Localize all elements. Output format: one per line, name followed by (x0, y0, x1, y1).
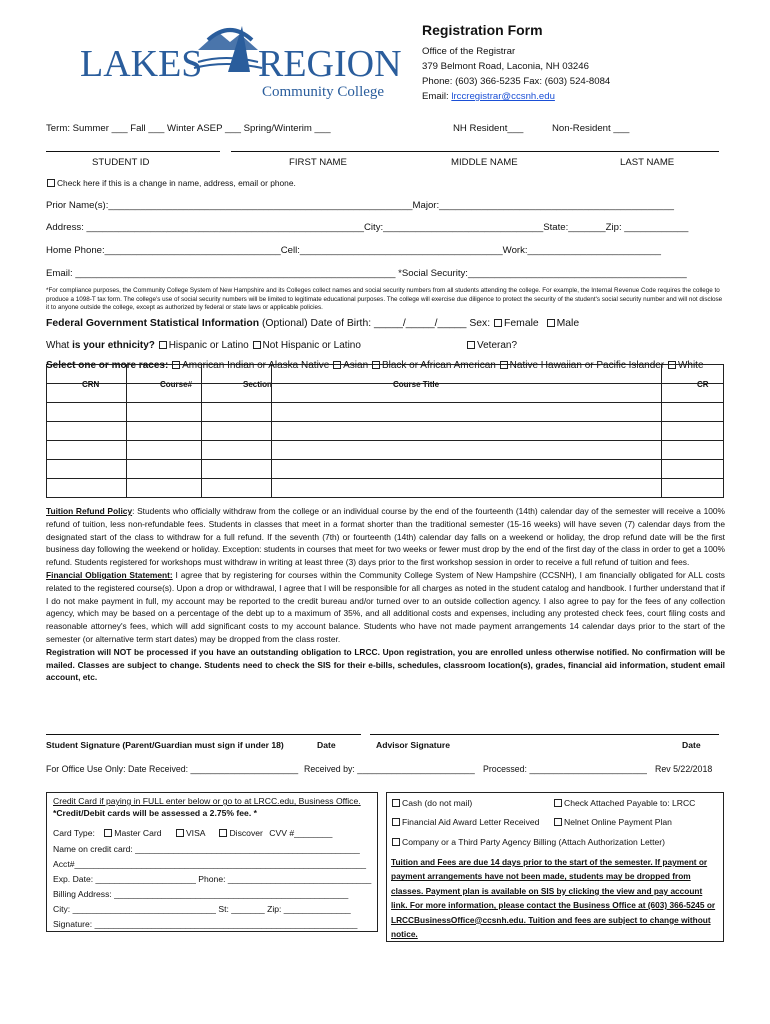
city-state-zip-field[interactable]: City: ______________________________ St: _______ Zip: ______________ (53, 904, 351, 914)
cc-fee-notice: *Credit/Debit cards will be assessed a 2.75% fee. * (53, 808, 257, 818)
student-signature-label: Student Signature (Parent/Guardian must sign if under 18) (46, 740, 284, 750)
course-table (46, 364, 724, 498)
label-middle-name: MIDDLE NAME (451, 157, 518, 168)
header-section: Section (243, 380, 272, 389)
aid-row (391, 817, 539, 827)
received-by: Received by: ________________________ (304, 764, 475, 774)
form-title: Registration Form (422, 22, 543, 38)
header-course-title: Course Title (393, 380, 440, 389)
table-row (47, 422, 724, 441)
label-student-id: STUDENT ID (92, 157, 150, 168)
visa-label: VISA (185, 828, 206, 838)
office-name: Office of the Registrar (422, 46, 516, 57)
mastercard-label: Master Card (114, 828, 162, 838)
race1-label: American Indian or Alaska Native (182, 360, 330, 371)
email-label: Email: (422, 91, 449, 102)
account-number-field[interactable]: Acct#_____________________________________________________________ (53, 859, 367, 869)
third-party-label: Company or a Third Party Agency Billing (Attach Authorization Letter) (402, 837, 666, 847)
logo-word-lakes: LAKES (80, 43, 203, 85)
prior-name-row[interactable]: Prior Name(s):_________________________________________________________Major:____________________________________________ (46, 200, 674, 211)
third-party-checkbox[interactable] (392, 838, 400, 846)
check-checkbox[interactable] (554, 799, 562, 807)
registrar-email-link[interactable]: lrccregistrar@ccsnh.edu (451, 91, 555, 102)
signature-labels (46, 740, 724, 750)
email-row[interactable]: Email: ____________________________________________________________ *Social Security:_________________________________________ (46, 268, 687, 279)
office-phone: Phone: (603) 366-5235 Fax: (603) 524-8084 (422, 76, 611, 87)
non-resident[interactable]: Non-Resident ___ (552, 123, 630, 134)
race-label: Select one or more races: (46, 360, 169, 371)
logo-word-region: REGION (258, 43, 402, 85)
aid-checkbox[interactable] (392, 818, 400, 826)
obligation-label: Financial Obligation Statement: (46, 569, 173, 580)
advisor-date-label: Date (682, 740, 701, 750)
female-checkbox[interactable] (494, 319, 502, 327)
table-row (47, 460, 724, 479)
cvv-field[interactable]: CVV #________ (269, 828, 333, 838)
race4-label: Native Hawaiian or Pacific Islander (509, 360, 665, 371)
processed: Processed: ________________________ (483, 764, 647, 774)
revision: Rev 5/22/2018 (655, 764, 713, 774)
table-row (47, 365, 724, 384)
male-checkbox[interactable] (547, 319, 555, 327)
hispanic-checkbox[interactable] (159, 341, 167, 349)
federal-optional: (Optional) (261, 318, 308, 329)
table-row (47, 441, 724, 460)
table-row (47, 479, 724, 498)
billing-address-field[interactable]: Billing Address: _________________________________________________ (53, 889, 349, 899)
ethnicity-label-a: What (46, 340, 73, 351)
cash-row (391, 798, 472, 808)
change-checkbox[interactable] (47, 179, 55, 187)
change-row (46, 178, 724, 188)
race2-label: Asian (343, 360, 369, 371)
cash-checkbox[interactable] (392, 799, 400, 807)
cash-label: Cash (do not mail) (402, 798, 473, 808)
refund-label: Tuition Refund Policy (46, 506, 133, 516)
ethnicity-label-b: is your ethnicity? (72, 340, 155, 351)
header-crn: CRN (82, 380, 100, 389)
federal-title: Federal Government Statistical Information (46, 318, 260, 329)
change-text: Check here if this is a change in name, address, email or phone. (57, 178, 296, 188)
cc-signature-field[interactable]: Signature: _______________________________________________________ (53, 919, 358, 929)
name-line[interactable] (231, 151, 719, 152)
refund-policy (46, 505, 725, 684)
date-received: For Office Use Only: Date Received: ______________________ (46, 764, 299, 774)
not-hispanic-label: Not Hispanic or Latino (262, 340, 361, 351)
nh-resident[interactable]: NH Resident___ (453, 123, 524, 134)
logo-subtitle: Community College (262, 84, 385, 100)
advisor-signature-label: Advisor Signature (376, 740, 451, 750)
race3-label: Black or African American (381, 360, 496, 371)
term-row (46, 123, 724, 134)
cc-heading: Credit Card if paying in FULL enter below or go to at LRCC.edu, Business Office. (53, 796, 361, 806)
veteran-checkbox[interactable] (467, 341, 475, 349)
aid-label: Financial Aid Award Letter Received (402, 817, 540, 827)
hispanic-label: Hispanic or Latino (168, 340, 249, 351)
obligation-text: I agree that by registering for courses within the Community College System of New Hampshire (CCSNH), I am financially obligated for ALL costs related to the registered course(s). Upon a drop or withdrawal, I agree that I will be responsible for all charges as noted in the student catalog and handbook. I further understand that if I do not make payment in full, my account may be reported to the credit bureau and/or turned over to an outside collection agency. I also agree to pay for the fees of any collection agency, which may be based on a percentage of the debt up to a maximum of 35%, and all additional costs and expenses, including any protested check fees, court filing costs and reasonable attorney's fees, which will add significant costs to my account balance. Students who have not made payment arrangements 14 calendar days prior to the start of the semester (or alternative term start dates) may be dropped from the class roster. (46, 569, 725, 644)
due-text: Tuition and Fees are due 14 days prior to the start of the semester. If payment or payment arrangements have not been made, students may be dropped from classes. Payment plan is available on SIS by clicking the view and pay account link. For more information, please contact the Business Office at (603) 366-5245 or (391, 857, 716, 911)
not-hispanic-checkbox[interactable] (253, 341, 261, 349)
federal-row (46, 318, 724, 329)
phone-row[interactable]: Home Phone:_________________________________Cell:______________________________________Work:_________________________ (46, 245, 661, 256)
race5-label: White (677, 360, 704, 371)
discover-checkbox[interactable] (219, 829, 227, 837)
card-type-row (53, 828, 332, 838)
refund-text: : Students who officially withdraw from the college or an individual course by the end of the fourteenth (14th) calendar day of the semester will receive a 100% refund of tuition, less non-refundable fees. Students in classes that meet in a format shorter than the traditional semester (15-16 weeks) will have seven (7) calendar days from the designated start of the class to withdraw for a full refund. If the seventh (7th) or fourteenth (14th) calendar day falls on a weekend or holiday, the drop refund date will be the first business day following the weekend or holiday. Exception: students in courses that meet for two weeks or fewer must drop by the end of the first day of the class in order to get a 100% refund. Students registered for workshops must withdraw in writing at least three (3) days prior to the first workshop session in order to receive a full refund of tuition and fees. (46, 506, 726, 568)
student-date-label: Date (317, 740, 336, 750)
exp-phone-field[interactable]: Exp. Date: _____________________ Phone: ______________________________ (53, 874, 372, 884)
nelnet-checkbox[interactable] (554, 818, 562, 826)
office-use-row (46, 764, 724, 774)
label-last-name: LAST NAME (620, 157, 675, 168)
student-id-line[interactable] (46, 151, 220, 152)
nelnet-label: Nelnet Online Payment Plan (564, 817, 672, 827)
mastercard-checkbox[interactable] (104, 829, 112, 837)
female-label: Female (504, 318, 539, 329)
header-course-num: Course# (160, 380, 193, 389)
check-row (553, 798, 695, 808)
label-first-name: FIRST NAME (289, 157, 347, 168)
header-cr: CR (697, 380, 709, 389)
office-address: 379 Belmont Road, Laconia, NH 03246 (422, 61, 589, 72)
table-row (47, 384, 724, 403)
due-end: Tuition and fees are subject to change without notice. (391, 914, 711, 940)
nelnet-row (553, 817, 672, 827)
veteran-label: Veteran? (477, 340, 518, 351)
card-type-label: Card Type: (53, 828, 95, 838)
male-label: Male (556, 318, 580, 329)
card-name-field[interactable]: Name on credit card: _______________________________________________ (53, 844, 360, 854)
third-party-row (391, 837, 665, 847)
table-row (47, 403, 724, 422)
payment-due-notice (391, 855, 721, 941)
address-row[interactable]: Address: ____________________________________________________City:______________________________State:_______Zip: ____________ (46, 222, 689, 233)
payment-options-box (386, 792, 724, 942)
credit-card-box (46, 792, 378, 932)
student-signature-line[interactable] (46, 734, 361, 735)
compliance-note: *For compliance purposes, the Community College System of New Hampshire and its Colleges collect names and social security numbers from all students attending the college. For example, the Internal Revenue Code requires the college to produce a 1098-T tax form. The college's use of social security numbers will be limited to legitimate educational purposes. The college will exercise due diligence to protect the security of the student's social security number and will not disclose it to anyone outside the college, except as authorized by federal or state laws or applicable policies. (46, 287, 723, 312)
dob-field[interactable]: Date of Birth: _____/_____/_____ Sex: (310, 318, 491, 329)
office-email-line (422, 89, 752, 104)
visa-checkbox[interactable] (176, 829, 184, 837)
processing-notice: Registration will NOT be processed if you have an outstanding obligation to LRCC. Upon registration, you are enrolled unless otherwise notified. No confirmation will be mailed. Classes are subject to change. Students need to check the SIS for their e-bills, schedules, classroom location(s), grades, financial aid information, student email account, etc. (46, 646, 725, 683)
term-options[interactable]: Term: Summer ___ Fall ___ Winter ASEP ___ Spring/Winterim ___ (46, 123, 331, 134)
discover-label: Discover (229, 828, 263, 838)
business-office-email[interactable]: LRCCBusinessOffice@ccsnh.edu. (391, 914, 526, 925)
check-label: Check Attached Payable to: LRCC (564, 798, 696, 808)
ethnicity-row (46, 340, 724, 351)
advisor-signature-line[interactable] (370, 734, 719, 735)
